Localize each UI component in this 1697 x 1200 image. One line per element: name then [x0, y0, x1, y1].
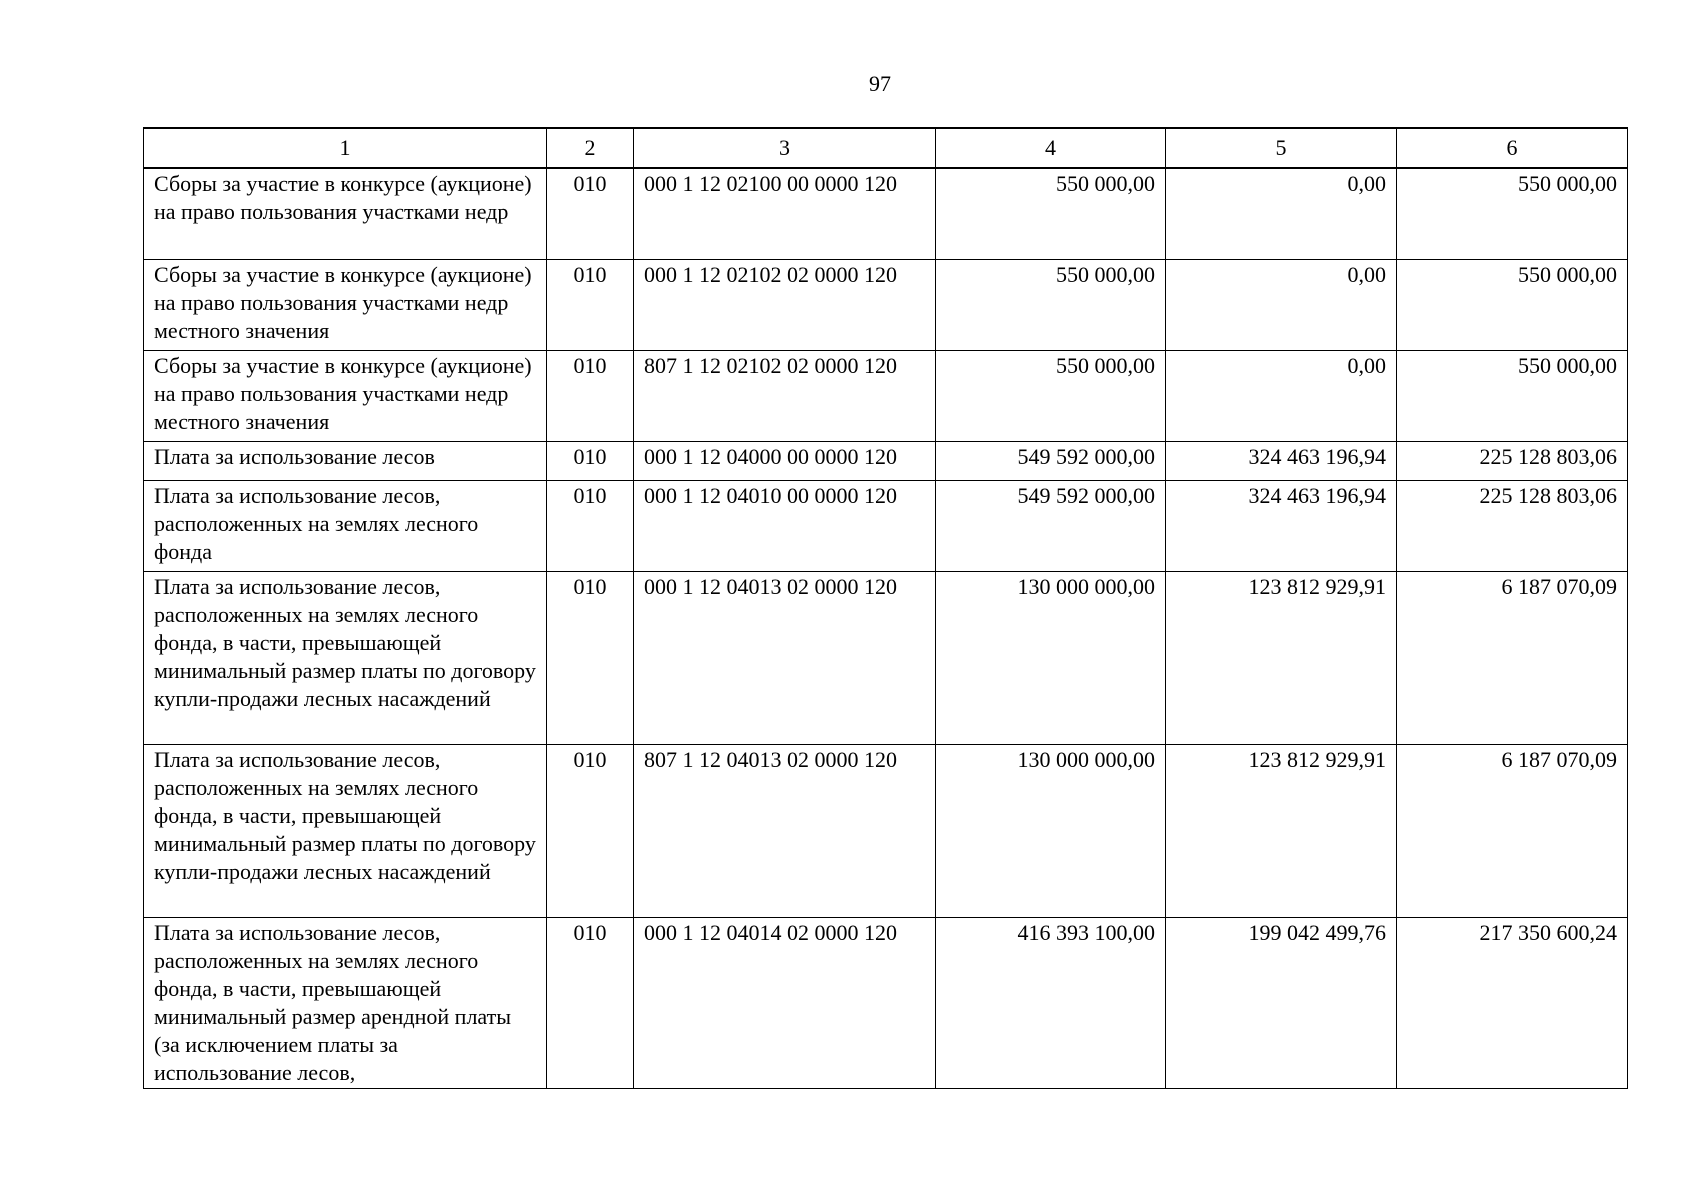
unexecuted-amount: 225 128 803,06 [1397, 481, 1628, 572]
unexecuted-amount: 6 187 070,09 [1397, 572, 1628, 745]
income-name: Плата за использование лесов, расположенных на землях лесного фонда [144, 481, 547, 572]
table-row [144, 260, 1628, 351]
table-row [144, 745, 1628, 918]
line-code: 010 [547, 442, 634, 481]
approved-amount: 550 000,00 [936, 260, 1166, 351]
column-header: 5 [1166, 128, 1397, 168]
page-number: 97 [869, 71, 891, 96]
table-row [144, 442, 1628, 481]
budget-classification-code: 000 1 12 02100 00 0000 120 [634, 168, 936, 260]
budget-table [143, 127, 1628, 1089]
budget-classification-code: 807 1 12 02102 02 0000 120 [634, 351, 936, 442]
approved-amount: 416 393 100,00 [936, 918, 1166, 1089]
budget-classification-code: 000 1 12 04014 02 0000 120 [634, 918, 936, 1089]
income-name: Плата за использование лесов, расположенных на землях лесного фонда, в части, превышающей минимальный размер платы по договору купли-продажи лесных насаждений [144, 745, 547, 918]
table-row [144, 481, 1628, 572]
line-code: 010 [547, 351, 634, 442]
executed-amount: 0,00 [1166, 351, 1397, 442]
budget-classification-code: 000 1 12 04000 00 0000 120 [634, 442, 936, 481]
column-header: 4 [936, 128, 1166, 168]
unexecuted-amount: 6 187 070,09 [1397, 745, 1628, 918]
column-header: 1 [144, 128, 547, 168]
budget-classification-code: 000 1 12 04010 00 0000 120 [634, 481, 936, 572]
executed-amount: 0,00 [1166, 168, 1397, 260]
line-code: 010 [547, 745, 634, 918]
column-header: 3 [634, 128, 936, 168]
income-name: Сборы за участие в конкурсе (аукционе) на право пользования участками недр [144, 168, 547, 260]
income-name: Плата за использование лесов, расположенных на землях лесного фонда, в части, превышающей минимальный размер платы по договору купли-продажи лесных насаждений [144, 572, 547, 745]
table-row [144, 168, 1628, 260]
income-name: Сборы за участие в конкурсе (аукционе) на право пользования участками недр местного значения [144, 260, 547, 351]
executed-amount: 324 463 196,94 [1166, 481, 1397, 572]
line-code: 010 [547, 918, 634, 1089]
executed-amount: 324 463 196,94 [1166, 442, 1397, 481]
line-code: 010 [547, 572, 634, 745]
budget-classification-code: 000 1 12 04013 02 0000 120 [634, 572, 936, 745]
approved-amount: 549 592 000,00 [936, 442, 1166, 481]
executed-amount: 0,00 [1166, 260, 1397, 351]
budget-classification-code: 000 1 12 02102 02 0000 120 [634, 260, 936, 351]
column-header: 6 [1397, 128, 1628, 168]
executed-amount: 123 812 929,91 [1166, 572, 1397, 745]
unexecuted-amount: 550 000,00 [1397, 168, 1628, 260]
approved-amount: 130 000 000,00 [936, 745, 1166, 918]
table-row [144, 572, 1628, 745]
budget-classification-code: 807 1 12 04013 02 0000 120 [634, 745, 936, 918]
table-row [144, 351, 1628, 442]
approved-amount: 550 000,00 [936, 168, 1166, 260]
unexecuted-amount: 550 000,00 [1397, 351, 1628, 442]
income-name: Плата за использование лесов [144, 442, 547, 481]
income-name: Сборы за участие в конкурсе (аукционе) на право пользования участками недр местного значения [144, 351, 547, 442]
approved-amount: 549 592 000,00 [936, 481, 1166, 572]
approved-amount: 550 000,00 [936, 351, 1166, 442]
unexecuted-amount: 217 350 600,24 [1397, 918, 1628, 1089]
line-code: 010 [547, 481, 634, 572]
table-row [144, 918, 1628, 1089]
unexecuted-amount: 550 000,00 [1397, 260, 1628, 351]
unexecuted-amount: 225 128 803,06 [1397, 442, 1628, 481]
column-number-row [144, 128, 1628, 168]
column-header: 2 [547, 128, 634, 168]
line-code: 010 [547, 168, 634, 260]
income-name: Плата за использование лесов, расположенных на землях лесного фонда, в части, превышающей минимальный размер арендной платы (за исключением платы за использование лесов, [144, 918, 547, 1089]
executed-amount: 123 812 929,91 [1166, 745, 1397, 918]
line-code: 010 [547, 260, 634, 351]
executed-amount: 199 042 499,76 [1166, 918, 1397, 1089]
approved-amount: 130 000 000,00 [936, 572, 1166, 745]
